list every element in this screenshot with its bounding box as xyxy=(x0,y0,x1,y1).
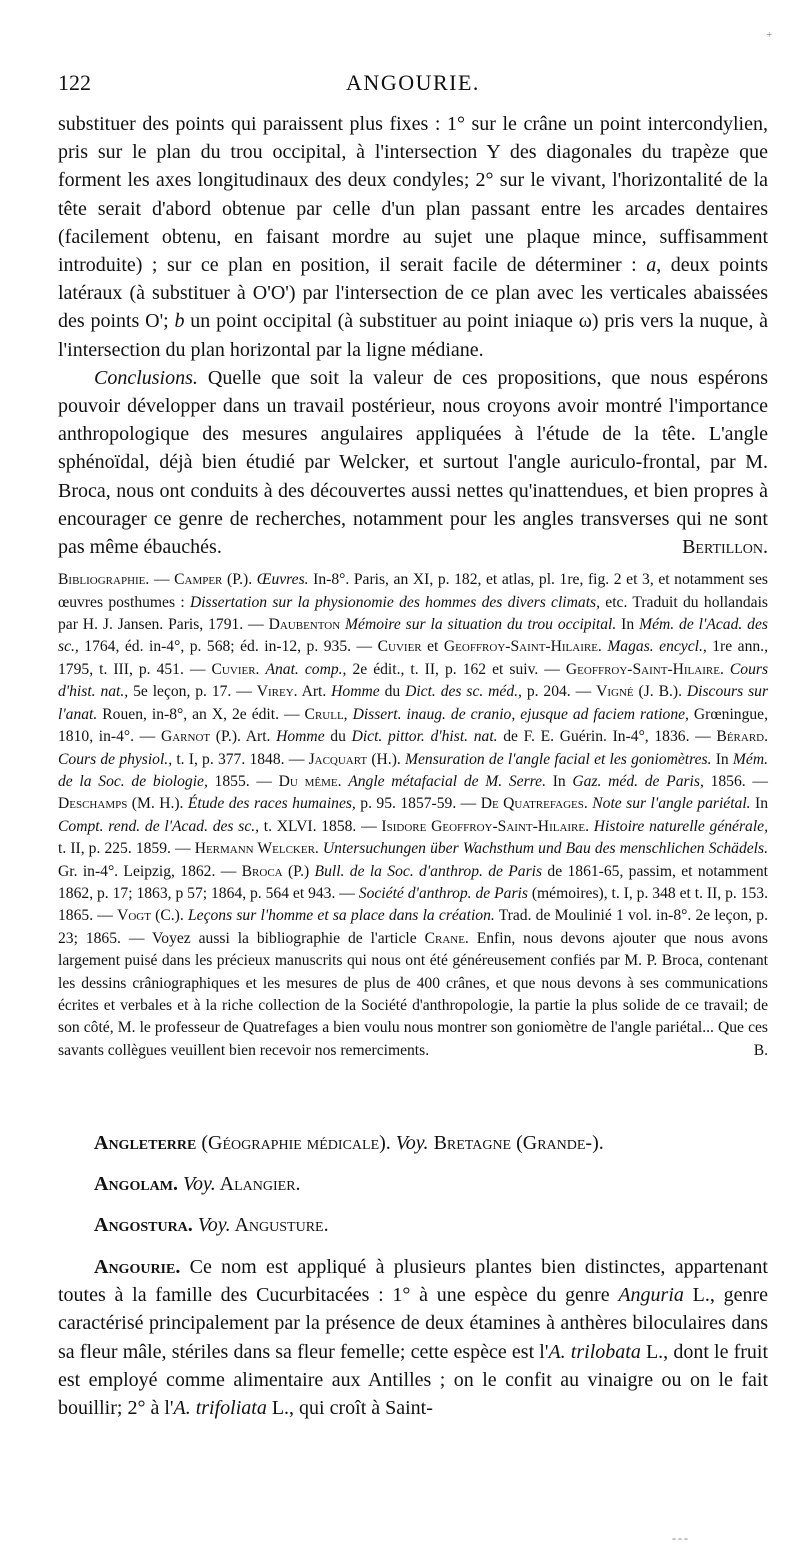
biblio-run: (C.). xyxy=(150,907,188,925)
biblio-run: Société d'anthrop. de Paris xyxy=(358,884,528,902)
biblio-run: Leçons sur l'homme et sa place dans la création. xyxy=(187,907,495,925)
biblio-run: (J. B.). xyxy=(633,683,687,701)
biblio-run: De Quatrefages. xyxy=(480,795,588,813)
biblio-run: Dict. pittor. d'hist. nat. xyxy=(351,728,498,746)
biblio-run: p. 95. 1857-59. — xyxy=(355,795,481,813)
paragraph-conclusions: Conclusions. Quelle que soit la valeur de ces propositions, que nous espérons pouvoir développer dans un travail postérieur, nous croyons avoir montré l'importance anthropologique des mesures angulaires appliquées à l'étude de la tête. L'angle sphénoïdal, déjà bien étudié par Welcker, et surtout l'angle auriculo-frontal, par M. Broca, nous ont conduits à des découvertes aussi nettes qu'inattendues, et bien propres à encourager ce genre de recherches, notamment pour les angles transverses qui ne sont pas même ébauchés. Bertillon. xyxy=(58,364,768,561)
biblio-run: 2e édit., t. II, p. 162 et suiv. — xyxy=(346,660,566,678)
biblio-run: Isidore Geoffroy-Saint-Hilaire. xyxy=(381,817,590,835)
entry-angostura: Angostura. Voy. Angusture. xyxy=(94,1214,329,1236)
biblio-run: t. II, p. 225. 1859. — xyxy=(58,840,195,858)
biblio-run: t. XLVI. 1858. — xyxy=(259,817,382,835)
biblio-run: Vigné xyxy=(596,683,634,701)
biblio-run: Garnot xyxy=(160,728,211,746)
entry-headword: Angleterre xyxy=(94,1132,197,1154)
biblio-run: p. 204. — xyxy=(521,683,597,701)
biblio-run: Gr. in-4°. Leipzig, 1862. — xyxy=(58,862,242,880)
biblio-run: Mém. de la Soc. de biologie, xyxy=(58,750,768,790)
biblio-run: Cuvier xyxy=(377,638,422,656)
biblio-run: 5e leçon, p. 17. — xyxy=(128,683,257,701)
biblio-run: Mém. de l'Acad. des sc., xyxy=(58,616,768,656)
entry-headword: Angourie. xyxy=(94,1256,181,1278)
biblio-run: Daubenton xyxy=(268,616,341,634)
biblio-run: Bibliographie. xyxy=(58,571,150,589)
biblio-run: In xyxy=(545,772,573,790)
biblio-run: Homme xyxy=(331,683,380,701)
corner-mark: + xyxy=(766,30,772,41)
biblio-run: Compt. rend. de l'Acad. des sc., xyxy=(58,817,260,835)
footer-mark: --- xyxy=(672,1531,690,1545)
biblio-run: de F. E. Guérin. In-4°, 1836. — xyxy=(497,728,717,746)
dictionary-entries xyxy=(58,1130,768,1422)
biblio-run: Bull. de la Soc. d'anthrop. de Paris xyxy=(314,862,543,880)
biblio-run: Étude des races humaines, xyxy=(187,795,356,813)
biblio-run: Œuvres. xyxy=(256,571,309,589)
biblio-run: et xyxy=(421,638,444,656)
biblio-run: Du même. xyxy=(278,772,342,790)
biblio-run: In xyxy=(711,750,733,768)
biblio-run: Cuvier. xyxy=(211,660,260,678)
entry-headword: Angolam. xyxy=(94,1173,178,1195)
biblio-run: (P.). xyxy=(222,571,257,589)
biblio-run: (P.) xyxy=(282,862,315,880)
entry-angourie: Angourie. Ce nom est appliqué à plusieurs plantes bien distinctes, appartenant toutes à la famille des Cucurbitacées : 1° à une espèce du genre Anguria L., genre caractérisé principalement par la présence de deux étamines à anthères biloculaires dans sa fleur mâle, stériles dans sa fleur femelle; cette espèce est l'A. trilobata L., dont le fruit est employé comme alimentaire aux Antilles ; on le confit au vinaigre ou on le fait bouillir; 2° à l'A. trifoliata L., qui croît à Saint- xyxy=(58,1256,769,1420)
biblio-run: Broca xyxy=(241,862,283,880)
biblio-run: Homme xyxy=(276,728,325,746)
entry-headword: Angostura. xyxy=(94,1214,193,1236)
biblio-run: 1855. — xyxy=(207,772,279,790)
biblio-run: Angle métafacial de M. Serre. xyxy=(348,772,546,790)
biblio-run: t. I, p. 377. 1848. — xyxy=(172,750,309,768)
biblio-run: du xyxy=(379,683,406,701)
biblio-run: Dissertation sur la physionomie des hommes des divers climats, xyxy=(189,593,600,611)
biblio-run: (M. H.). xyxy=(127,795,188,813)
biblio-run: Note sur l'angle pariétal. xyxy=(592,795,751,813)
main-column xyxy=(58,110,768,1062)
biblio-run: du xyxy=(324,728,352,746)
biblio-run: (P.). Art. xyxy=(210,728,277,746)
biblio-run: Cours d'hist. nat., xyxy=(58,660,769,701)
biblio-run: Discours sur l'anat. xyxy=(58,683,769,723)
biblio-run: Untersuchungen über Wachsthum und Bau des menschlichen Schädels. xyxy=(322,840,768,858)
biblio-run: Rouen, in-8°, an X, 2e édit. — xyxy=(97,705,305,723)
author-signature: Bertillon. xyxy=(682,536,768,559)
biblio-run: Deschamps xyxy=(58,795,128,813)
biblio-run: (mémoires), t. I, p. 348 et t. II, p. 153. 1865. — xyxy=(58,884,768,925)
biblio-run: Crane. xyxy=(424,929,469,947)
bibliography xyxy=(58,569,768,1062)
biblio-run: In xyxy=(750,795,768,813)
biblio-run: In xyxy=(616,616,640,634)
biblio-run: Dissert. inaug. de cranio, ejusque ad faciem ratione, xyxy=(352,705,689,723)
page-header xyxy=(58,70,768,98)
biblio-run: 1re ann., 1795, t. III, p. 451. — xyxy=(58,638,768,678)
biblio-run: (H.). xyxy=(367,750,406,768)
biblio-run: etc. Traduit du hollandais par H. J. Jansen. Paris, 1791. — xyxy=(58,593,768,634)
biblio-run: Crull, xyxy=(304,705,348,723)
biblio-run: Mensuration de l'angle facial et les goniomètres. xyxy=(405,750,712,768)
biblio-run: Vogt xyxy=(117,907,151,925)
running-title: ANGOURIE. xyxy=(346,70,480,95)
biblio-run: Jacquart xyxy=(308,750,368,768)
biblio-run: 1856. — xyxy=(703,772,768,790)
biblio-run: Virey. xyxy=(256,683,298,701)
biblio-run: Histoire naturelle générale, xyxy=(593,817,768,835)
biblio-run: de 1861-65, passim, et notamment 1862, p. 17; 1863, p 57; 1864, p. 564 et 943. — xyxy=(58,862,768,902)
biblio-run: Art. xyxy=(297,683,332,701)
biblio-run: Dict. des sc. méd., xyxy=(405,683,522,701)
biblio-run: 1764, éd. in-4°, p. 568; éd. in-12, p. 935. — xyxy=(78,638,378,656)
biblio-run: Enfin, nous devons ajouter que nous avons largement puisé dans les précieux manuscrits qui nous ont été généreusement confiés par M. P. Broca, contenant les dessins crâniographiques et les mesures de plus de 400 crânes, et que nous devons à ses communications écrites et verbales et à la riche collection de la Société d'anthropologie, la partie la plus solide de ce travail; de son côté, M. le professeur de Quatrefages a bien voulu nous montrer son goniomètre de l'angle pariétal... Que ces savants collègues veuillent bien recevoir nos remerciments. xyxy=(58,929,768,1059)
biblio-run: Geoffroy-Saint-Hilaire. xyxy=(443,638,602,656)
biblio-run: Anat. comp., xyxy=(265,660,347,678)
biblio-run: Hermann Welcker. xyxy=(194,840,319,858)
entry-angleterre: Angleterre (Géographie médicale). Voy. Bretagne (Grande-). xyxy=(94,1132,604,1154)
conclusions-lead: Conclusions. xyxy=(94,366,198,389)
biblio-run: Camper xyxy=(174,571,223,589)
biblio-run: Cours de physiol., xyxy=(58,750,173,768)
biblio-run: Geoffroy-Saint-Hilaire. xyxy=(565,660,724,678)
biblio-run: — xyxy=(149,571,175,589)
biblio-signature: B. xyxy=(753,1041,768,1059)
entry-angolam: Angolam. Voy. Alangier. xyxy=(94,1173,301,1195)
biblio-run: Bérard. xyxy=(716,728,769,746)
biblio-run: Mémoire sur la situation du trou occipital. xyxy=(345,616,617,634)
biblio-run: Grœningue, 1810, in-4°. — xyxy=(58,705,768,746)
paragraph-proposals: substituer des points qui paraissent plus fixes : 1° sur le crâne un point intercondylien, pris sur le plan du trou occipital, à l'intersection Y des diagonales du trapèze que forment les axes longitudinaux des deux condyles; 2° sur le vivant, l'horizontalité de la tête serait d'abord obtenue par celle d'un plan passant entre les arcades dentaires (facilement obtenu, en faisant mordre au sujet une plaque mince, suffisamment introduite) ; sur ce plan en position, il serait facile de déterminer : a, deux points latéraux (à substituer à O'O') par l'intersection de ce plan avec les verticales abaissées des points O'; b un point occipital (à substituer au point iniaque ω) pris vers la nuque, à l'intersection du plan horizontal par la ligne médiane. xyxy=(58,113,768,361)
biblio-run: Gaz. méd. de Paris, xyxy=(572,772,704,790)
page-number: 122 xyxy=(58,70,91,95)
biblio-run: Trad. de Moulinié 1 vol. in-8°. 2e leçon, p. 23; 1865. — Voyez aussi la bibliographie de l'article xyxy=(58,907,768,947)
biblio-run: Magas. encycl., xyxy=(607,638,707,656)
biblio-run: In-8°. Paris, an XI, p. 182, et atlas, pl. 1re, fig. 2 et 3, et notamment ses œuvres posthumes : xyxy=(58,571,768,611)
